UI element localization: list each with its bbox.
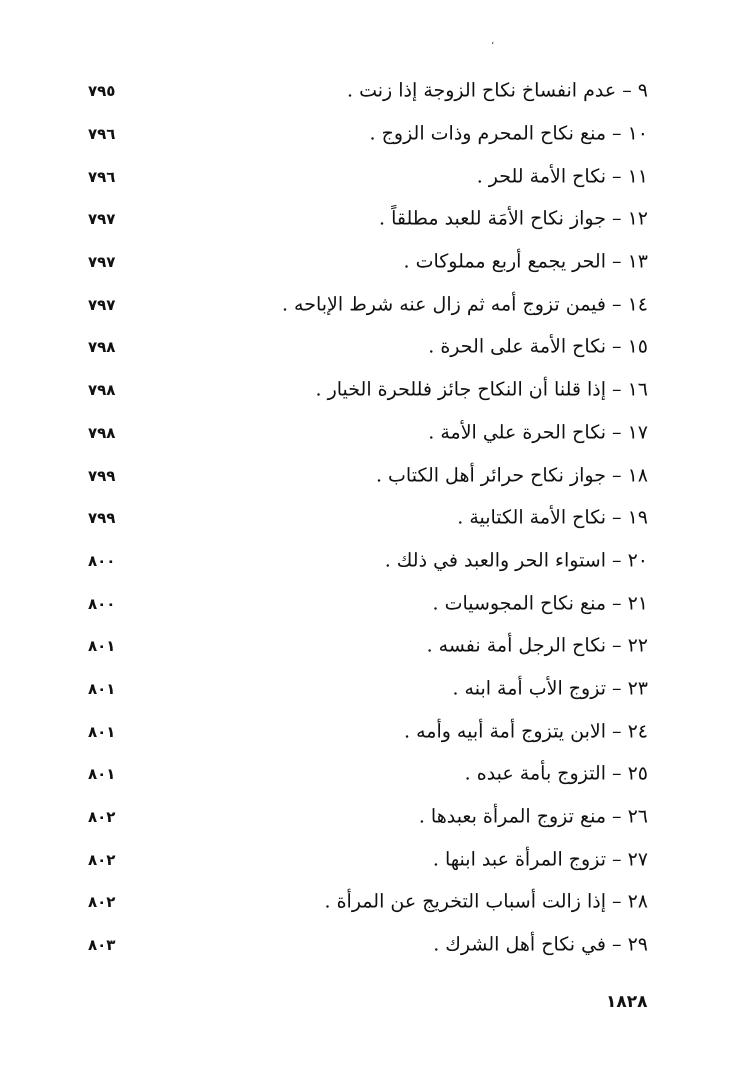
toc-entry-title: ٩ – عدم انفساخ نكاح الزوجة إذا زنت . — [347, 79, 648, 102]
toc-entry-page: ٨٠٢ — [88, 808, 116, 827]
toc-entry — [60, 625, 670, 668]
toc-entry-page: ٧٩٥ — [88, 82, 116, 101]
toc-entry-title: ١٤ – فيمن تزوج أمه ثم زال عنه شرط الإباحه . — [281, 293, 648, 316]
top-mark: ، — [491, 36, 495, 47]
toc-entry-title: ١٢ – جواز نكاح الأمَة للعبد مطلقاً . — [379, 207, 648, 230]
toc-entry — [60, 668, 670, 711]
toc-entry-page: ٨٠٣ — [88, 936, 116, 955]
toc-entry-title: ٢٠ – استواء الحر والعبد في ذلك . — [384, 549, 648, 572]
toc-entry-page: ٧٩٨ — [88, 338, 116, 357]
toc-entry-title: ٢٣ – تزوج الأب أمة ابنه . — [452, 677, 648, 700]
toc-entry-title: ١١ – نكاح الأمة للحر . — [476, 165, 648, 188]
toc-entry-title: ١٥ – نكاح الأمة على الحرة . — [428, 335, 648, 358]
toc-entry-page: ٨٠٠ — [88, 594, 116, 613]
toc-entry — [60, 369, 670, 412]
toc-entry-page: ٧٩٧ — [88, 295, 116, 314]
toc-entry-page: ٧٩٦ — [88, 125, 116, 144]
toc-entry-page: ٨٠٢ — [88, 850, 116, 869]
toc-entry-page: ٧٩٨ — [88, 423, 116, 442]
toc-entry — [60, 497, 670, 540]
toc-entry-title: ٢٨ – إذا زالت أسباب التخريج عن المرأة . — [324, 890, 648, 913]
toc-entry-title: ١٩ – نكاح الأمة الكتابية . — [457, 506, 648, 529]
toc-entry — [60, 796, 670, 839]
toc-entry — [60, 113, 670, 156]
toc-entry-page: ٧٩٧ — [88, 253, 116, 272]
toc-entry-page: ٨٠١ — [88, 679, 116, 698]
toc-entry — [60, 326, 670, 369]
toc-entry-title: ٢٩ – في نكاح أهل الشرك . — [433, 933, 648, 956]
toc-entry-title: ٢٤ – الابن يتزوج أمة أبيه وأمه . — [404, 720, 648, 743]
toc-entry-page: ٧٩٦ — [88, 167, 116, 186]
toc-entry-title: ١٠ – منع نكاح المحرم وذات الزوج . — [369, 122, 648, 145]
toc-entry-title: ٢٦ – منع تزوج المرأة بعبدها . — [418, 805, 648, 828]
toc-entry-page: ٧٩٨ — [88, 381, 116, 400]
toc-entry-page: ٧٩٩ — [88, 466, 116, 485]
toc-entry-title: ١٨ – جواز نكاح حرائر أهل الكتاب . — [375, 464, 648, 487]
toc-entry — [60, 155, 670, 198]
toc-entry-title: ٢٧ – تزوج المرأة عبد ابنها . — [432, 848, 648, 871]
toc-entry — [60, 753, 670, 796]
toc-entry-page: ٧٩٧ — [88, 210, 116, 229]
toc-entry — [60, 70, 670, 113]
toc-entry — [60, 838, 670, 881]
toc-entry — [60, 412, 670, 455]
toc-entry — [60, 198, 670, 241]
toc-entry-page: ٨٠١ — [88, 765, 116, 784]
toc-entry-title: ٢٥ – التزوج بأمة عبده . — [464, 762, 648, 785]
toc-entry-page: ٨٠١ — [88, 722, 116, 741]
toc-entry — [60, 881, 670, 924]
toc-entry — [60, 924, 670, 967]
toc-entry — [60, 582, 670, 625]
toc-entry — [60, 241, 670, 284]
toc-entry — [60, 283, 670, 326]
page-number: ١٨٢٨ — [606, 992, 648, 1012]
toc-entry-title: ٢١ – منع نكاح المجوسيات . — [432, 592, 648, 615]
toc-entry-title: ١٦ – إذا قلنا أن النكاح جائز فللحرة الخيار . — [315, 378, 648, 401]
toc-entry — [60, 454, 670, 497]
toc-entry-page: ٧٩٩ — [88, 509, 116, 528]
toc-entry — [60, 540, 670, 583]
toc-entry-page: ٨٠٢ — [88, 893, 116, 912]
toc-entry — [60, 710, 670, 753]
toc-entry-page: ٨٠١ — [88, 637, 116, 656]
toc-entry-page: ٨٠٠ — [88, 551, 116, 570]
table-of-contents — [60, 70, 670, 966]
toc-entry-title: ٢٢ – نكاح الرجل أمة نفسه . — [426, 634, 648, 657]
toc-entry-title: ١٧ – نكاح الحرة علي الأمة . — [428, 421, 648, 444]
toc-entry-title: ١٣ – الحر يجمع أربع مملوكات . — [403, 250, 648, 273]
